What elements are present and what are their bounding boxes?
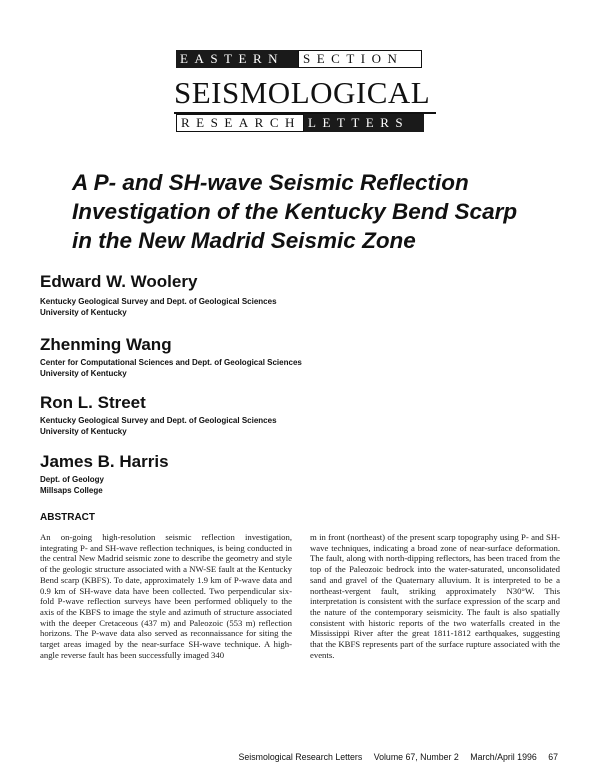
masthead-title: SEISMOLOGICAL (174, 74, 436, 114)
author-affiliation: Kentucky Geological Survey and Dept. of Geological Sciences (40, 297, 277, 306)
abstract-heading: ABSTRACT (40, 512, 95, 523)
author-affiliation: Kentucky Geological Survey and Dept. of Geological Sciences (40, 416, 277, 425)
page-footer (239, 752, 558, 763)
masthead-letters: LETTERS (304, 114, 424, 132)
author-affiliation: Dept. of Geology (40, 475, 104, 484)
footer-page-number: 67 (548, 752, 558, 762)
author-name: James B. Harris (40, 452, 169, 471)
author-affiliation: University of Kentucky (40, 308, 127, 317)
author-name: Zhenming Wang (40, 335, 172, 354)
author-name: Edward W. Woolery (40, 272, 198, 291)
author-affiliation: University of Kentucky (40, 369, 127, 378)
abstract-right-column: m in front (northeast) of the present scarp topography using P- and SH-wave techniques, indicating a broad zone of near-surface deformation. The fault, along with north-dipping reflectors, has been traced from the top of the Paleozoic bedrock into the water-saturated, unconsolidated sand and gravel of the Quaternary alluvium. It is interpreted to be a northeast-vergent fault, striking approximately N30°W. This interpretation is consistent with the surface expression of the scarp and the nature of the contemporary seismicity. The fault is also spatially consistent with historic reports of the two waterfalls created in the Mississippi River after the great 1811-1812 earthquakes, suggesting that the KBFS represents part of the surface rupture associated with the events. (310, 532, 560, 660)
author-affiliation: University of Kentucky (40, 427, 127, 436)
author-name: Ron L. Street (40, 393, 146, 412)
masthead-research: RESEARCH (176, 114, 304, 132)
article-title: A P- and SH-wave Seismic Reflection Investigation of the Kentucky Bend Scarp in the New Madrid Seismic Zone (72, 170, 518, 253)
masthead-eastern: EASTERN (176, 50, 298, 68)
abstract-left-column: An on-going high-resolution seismic reflection investigation, integrating P- and SH-wave reflection techniques, is being conducted in the central New Madrid seismic zone to describe the geometry and style of the geologic structure associated with a NW-SE fault at the Kentucky Bend scarp (KBFS). To date, approximately 1.9 km of P-wave data and 0.9 km of SH-wave data have been collected. Two perpendicular six-fold P-wave reflection surveys have been performed obliquely to the axis of the KBFS to image the style and azimuth of structure associated with the deeper Cretaceous (437 m) and Paleozoic (553 m) reflection horizons. The P-wave data also served as reconnaissance for siting the target areas imaged by the near-surface SH-wave technique. A high-angle reverse fault has been successfully imaged 340 (40, 532, 292, 660)
masthead-section: SECTION (298, 50, 422, 68)
author-affiliation: Millsaps College (40, 486, 103, 495)
footer-date: March/April 1996 (470, 752, 537, 762)
author-affiliation: Center for Computational Sciences and Dept. of Geological Sciences (40, 358, 302, 367)
footer-journal: Seismological Research Letters (238, 752, 363, 762)
footer-volume: Volume 67, Number 2 (373, 752, 459, 762)
